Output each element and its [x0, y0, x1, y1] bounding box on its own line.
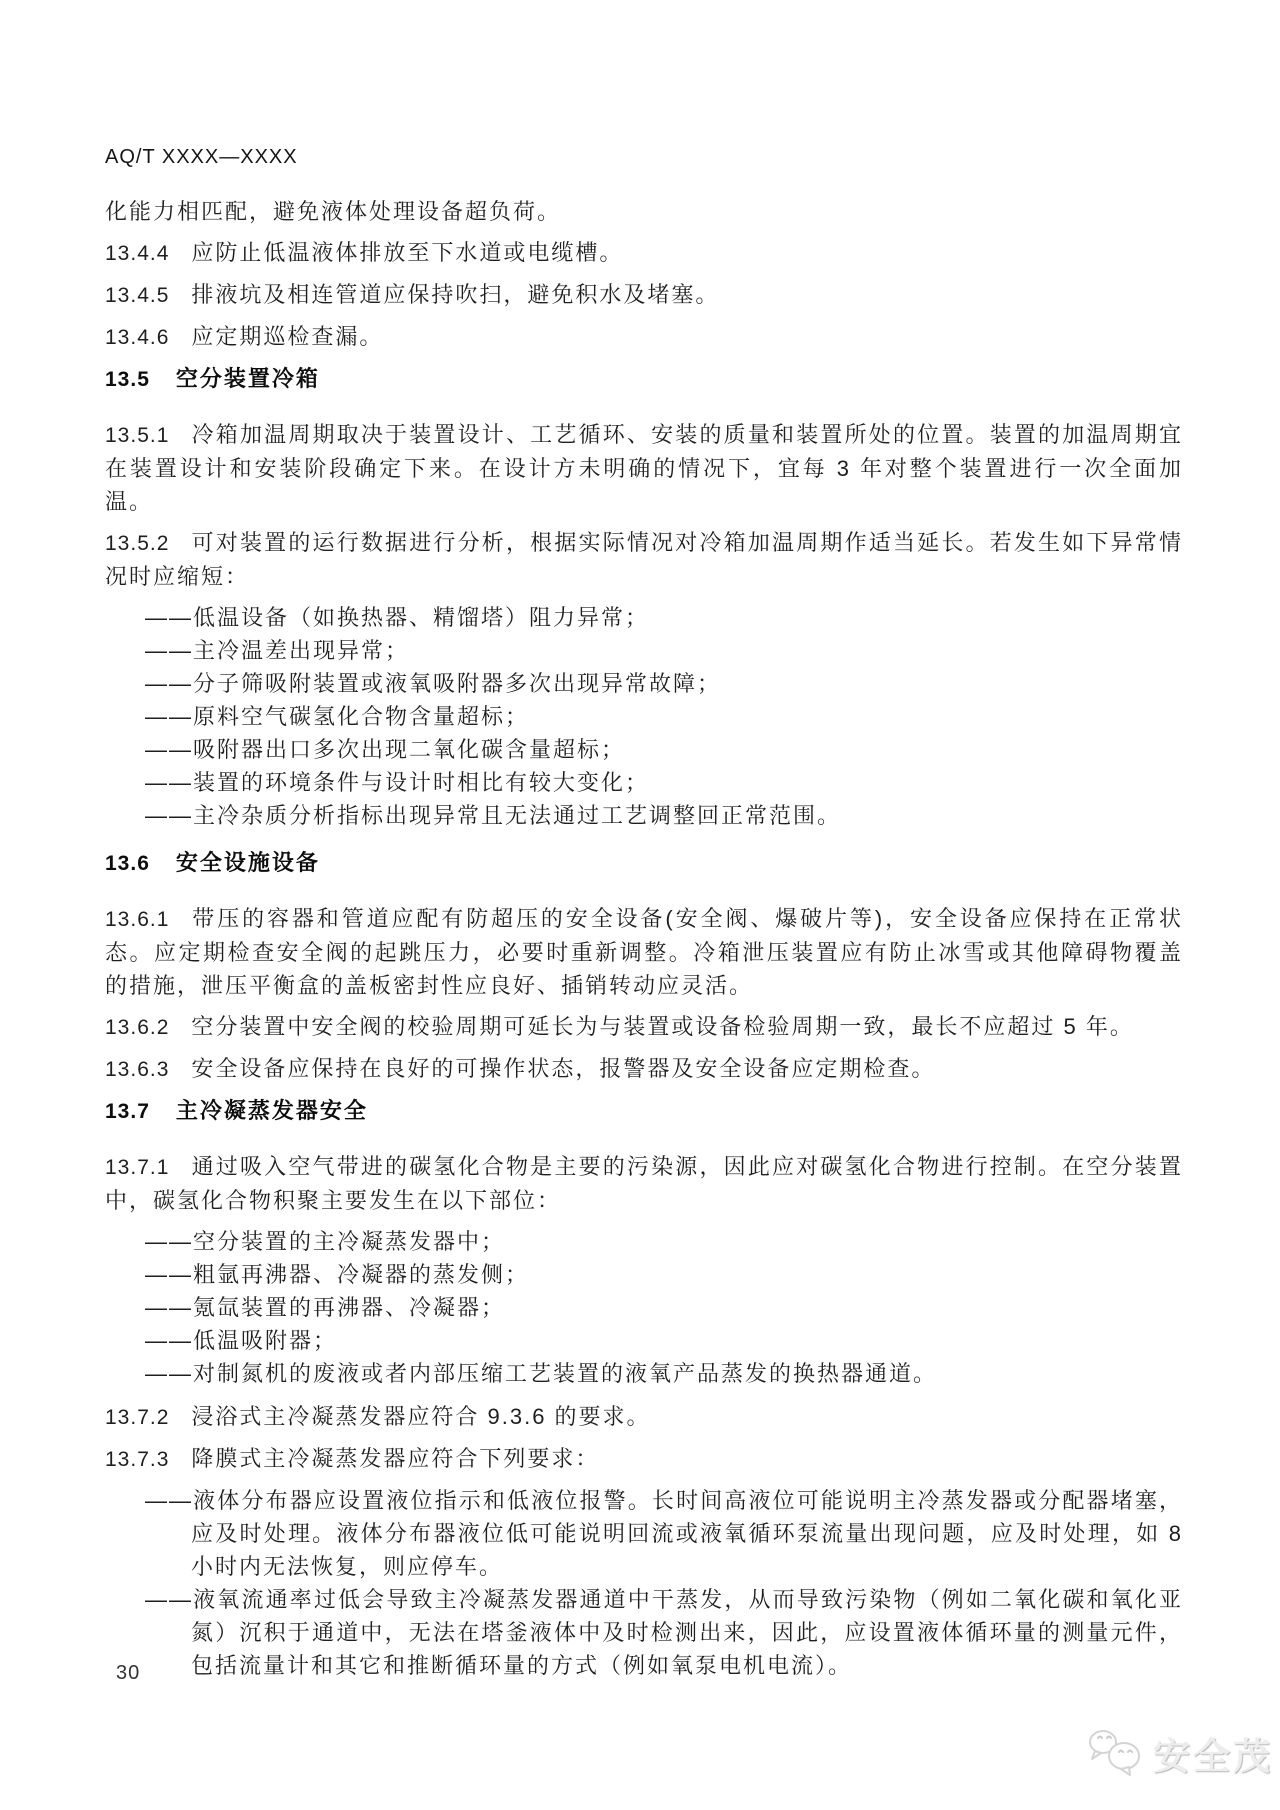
standard-number-header: AQ/T XXXX—XXXX [105, 146, 298, 168]
bullet-item: ——粗氩再沸器、冷凝器的蒸发侧； [145, 1262, 530, 1287]
watermark [1086, 1726, 1273, 1780]
clause-text: 排液坑及相连管道应保持吹扫，避免积水及堵塞。 [191, 282, 720, 307]
clause-number: 13.5.1 [105, 424, 170, 447]
chat-bubbles-icon [1086, 1726, 1146, 1780]
bullet-item: ——液体分布器应设置液位指示和低液位报警。长时间高液位可能说明主冷蒸发器或分配器堵塞，应及时处理。液体分布器液位低可能说明回流或液氧循环泵流量出现问题，应及时处理，如 8 小时内无法恢复，则应停车。 [145, 1488, 1183, 1579]
clause-paragraph [105, 1052, 1183, 1086]
clause-text: 安全设施设备 [175, 850, 320, 875]
page-number: 30 [116, 1662, 141, 1684]
section-heading [105, 1094, 1183, 1128]
bullet-item: ——原料空气碳氢化合物含量超标； [145, 704, 530, 729]
clause-number: 13.7.3 [105, 1448, 170, 1471]
section-heading [105, 362, 1183, 396]
clause-paragraph [105, 1442, 1183, 1476]
clause-text: 冷箱加温周期取决于装置设计、工艺循环、安装的质量和装置所处的位置。装置的加温周期宜在装置设计和安装阶段确定下来。在设计方未明确的情况下，宜每 3 年对整个装置进行一次全面加温。 [105, 422, 1183, 514]
clause-text: 空分装置冷箱 [175, 366, 320, 391]
bullet-item: ——低温设备（如换热器、精馏塔）阻力异常； [145, 605, 650, 630]
clause-paragraph [105, 320, 1183, 354]
clause-number: 13.7.2 [105, 1406, 170, 1429]
bullet-item: ——装置的环境条件与设计时相比有较大变化； [145, 770, 650, 795]
clause-text: 主冷凝蒸发器安全 [175, 1098, 368, 1123]
bullet-item: ——主冷杂质分析指标出现异常且无法通过工艺调整回正常范围。 [145, 803, 842, 828]
clause-number: 13.4.6 [105, 326, 170, 349]
bullet-item: ——吸附器出口多次出现二氧化碳含量超标； [145, 737, 626, 762]
clause-paragraph [105, 902, 1183, 1002]
clause-number: 13.6.1 [105, 908, 170, 931]
document-page [105, 146, 1183, 1682]
clause-paragraph [105, 1010, 1183, 1044]
clause-text: 空分装置中安全阀的校验周期可延长为与装置或设备检验周期一致，最长不应超过 5 年。 [191, 1014, 1134, 1039]
bullet-item: ——主冷温差出现异常； [145, 638, 410, 663]
clause-paragraph [105, 236, 1183, 270]
clause-text: 降膜式主冷凝蒸发器应符合下列要求： [191, 1446, 600, 1471]
clause-number: 13.7 [105, 1100, 150, 1123]
clause-paragraph [105, 1150, 1183, 1217]
clause-text: 浸浴式主冷凝蒸发器应符合 9.3.6 的要求。 [191, 1404, 651, 1429]
clause-text: 安全设备应保持在良好的可操作状态，报警器及安全设备应定期检查。 [191, 1056, 936, 1081]
clause-number: 13.6 [105, 852, 150, 875]
clause-text: 通过吸入空气带进的碳氢化合物是主要的污染源，因此应对碳氢化合物进行控制。在空分装置中，碳氢化合物积聚主要发生在以下部位： [105, 1154, 1183, 1213]
bullet-item: ——低温吸附器； [145, 1328, 338, 1353]
clause-text: 带压的容器和管道应配有防超压的安全设备(安全阀、爆破片等)，安全设备应保持在正常状态。应定期检查安全阀的起跳压力，必要时重新调整。冷箱泄压装置应有防止冰雪或其他障碍物覆盖的措施，泄压平衡盒的盖板密封性应良好、插销转动应灵活。 [105, 906, 1183, 998]
clause-number: 13.6.3 [105, 1058, 170, 1081]
clause-text: 可对装置的运行数据进行分析，根据实际情况对冷箱加温周期作适当延长。若发生如下异常情况时应缩短： [105, 530, 1183, 589]
clause-number: 13.5.2 [105, 532, 170, 555]
document-content [105, 195, 1183, 1682]
clause-paragraph [105, 278, 1183, 312]
clause-number: 13.4.5 [105, 284, 170, 307]
bullet-item: ——对制氮机的废液或者内部压缩工艺装置的液氧产品蒸发的换热器通道。 [145, 1361, 938, 1386]
clause-number: 13.7.1 [105, 1156, 170, 1179]
section-heading [105, 846, 1183, 880]
watermark-text: 安全茂 [1153, 1736, 1273, 1777]
clause-number: 13.5 [105, 368, 150, 391]
clause-number: 13.4.4 [105, 242, 170, 265]
bullet-item: ——氪氙装置的再沸器、冷凝器； [145, 1295, 506, 1320]
clause-number: 13.6.2 [105, 1016, 170, 1039]
clause-paragraph [105, 418, 1183, 518]
clause-paragraph [105, 526, 1183, 593]
body-paragraph: 化能力相匹配，避免液体处理设备超负荷。 [105, 199, 562, 224]
clause-text: 应定期巡检查漏。 [191, 324, 384, 349]
bullet-item: ——分子筛吸附装置或液氧吸附器多次出现异常故障； [145, 671, 722, 696]
clause-paragraph [105, 1400, 1183, 1434]
bullet-item: ——空分装置的主冷凝蒸发器中； [145, 1229, 506, 1254]
bullet-item: ——液氧流通率过低会导致主冷凝蒸发器通道中干蒸发，从而导致污染物（例如二氧化碳和氧化亚氮）沉积于通道中，无法在塔釜液体中及时检测出来，因此，应设置液体循环量的测量元件，包括流量计和其它和推断循环量的方式（例如氧泵电机电流）。 [145, 1587, 1183, 1678]
clause-text: 应防止低温液体排放至下水道或电缆槽。 [191, 240, 624, 265]
